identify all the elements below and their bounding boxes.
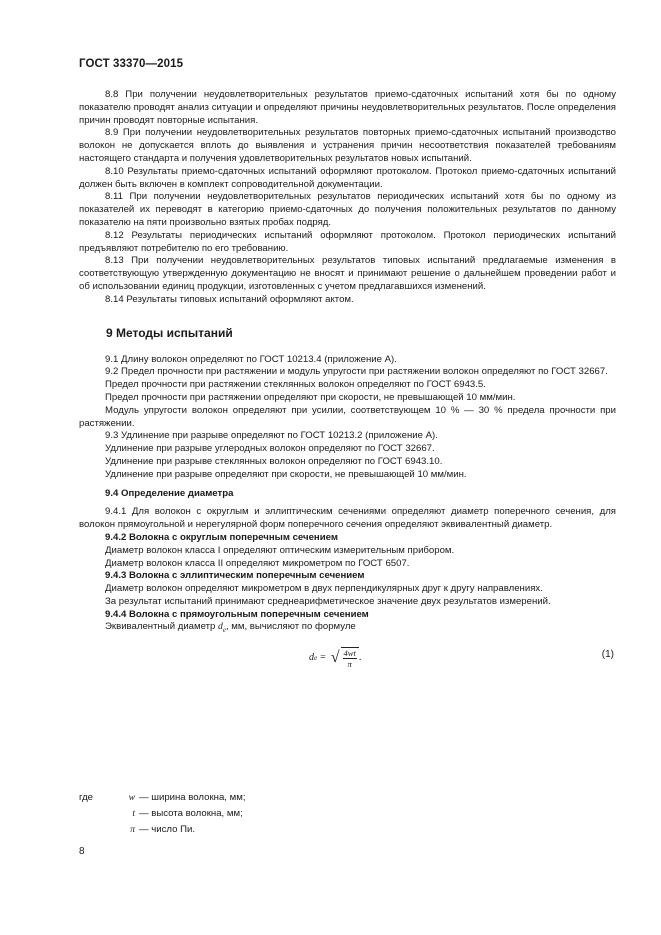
paragraph-8-11: 8.11 При получении неудовлетворительных результатов периодических испытаний хотя бы по одному из показателей их переводят в категорию приемо-сдаточных до получения положительных результатов по данному показателю на пяти произвольно взятых пробах подряд. (79, 191, 616, 228)
paragraph-9-4-2-class1: Диаметр волокон класса I определяют оптическим измерительным прибором. (105, 544, 455, 556)
legend-symbol: t (132, 808, 135, 819)
subsection-9-4-4-heading: 9.4.4 Волокна с прямоугольным поперечным сечением (105, 608, 369, 620)
formula-legend (79, 790, 245, 838)
subsection-9-4-2-heading: 9.4.2 Волокна с округлым поперечным сечением (105, 531, 338, 543)
subsection-9-4-heading: 9.4 Определение диаметра (105, 487, 234, 499)
formula-numerator: 4wt (343, 648, 356, 659)
equiv-diameter-subscript: e (222, 626, 226, 635)
paragraph-9-3: 9.3 Удлинение при разрыве определяют по ГОСТ 10213.2 (приложение А). (105, 430, 438, 442)
legend-row-pi (79, 822, 245, 838)
legend-row-height (79, 806, 245, 822)
paragraph-9-4-4 (79, 621, 616, 637)
equiv-diameter-prefix: Эквивалентный диаметр (105, 621, 216, 633)
legend-text: — высота волокна, мм; (139, 808, 243, 819)
paragraph-9-4-3-b: За результат испытаний принимают среднеарифметическое значение двух результатов измерений. (105, 595, 551, 607)
paragraph-9-2-speed: Предел прочности при растяжении определяют при скорости, не превышающей 10 мм/мин. (105, 391, 516, 403)
paragraph-9-2-glass: Предел прочности при растяжении стеклянных волокон определяют по ГОСТ 6943.5. (105, 379, 486, 391)
legend-row-width (79, 790, 245, 806)
paragraph-8-13: 8.13 При получении неудовлетворительных результатов типовых испытаний предлагаемые изменения в соответствующую утвержденную документацию не вносят и принимают решение о дальнейшем проведении работ и об использовании единиц продукции, изготовленных с учетом предлагавшихся изменений. (79, 255, 616, 292)
legend-symbol: π (130, 824, 135, 835)
paragraph-9-4-2-class2: Диаметр волокон класса II определяют микрометром по ГОСТ 6507. (105, 557, 410, 569)
paragraph-9-4-1: 9.4.1 Для волокон с округлым и эллиптическим сечениями определяют диаметр поперечного сечения, для волокон прямоугольной и нерегулярной форм поперечного сечения определяют эквивалентный диаметр. (79, 506, 616, 531)
legend-text: — число Пи. (139, 824, 196, 835)
formula-lhs-subscript: e (314, 653, 318, 662)
paragraph-9-3-carbon: Удлинение при разрыве углеродных волокон определяют по ГОСТ 32667. (105, 443, 435, 455)
equiv-diameter-symbol: d (218, 621, 223, 633)
page-number: 8 (79, 846, 85, 857)
equiv-diameter-suffix: , мм, вычисляют по формуле (225, 621, 356, 633)
paragraph-9-3-glass: Удлинение при разрыве стеклянных волокон определяют по ГОСТ 6943.10. (105, 455, 443, 467)
paragraph-8-9: 8.9 При получении неудовлетворительных результатов повторных приемо-сдаточных испытаний производство волокон не допускается вплоть до выявления и устранения причин несоответствия показателей требованиям настоящего стандарта и получения удовлетворительных результатов новых испытаний. (79, 127, 616, 164)
formula-equivalent-diameter (309, 647, 361, 669)
formula-equals: = (320, 651, 326, 663)
paragraph-9-4-3-a: Диаметр волокон определяют микрометром в двух перпендикулярных друг к другу направлениях. (105, 583, 543, 595)
subsection-9-4-3-heading: 9.4.3 Волокна с эллиптическим поперечным сечением (105, 570, 365, 582)
paragraph-8-8: 8.8 При получении неудовлетворительных результатов приемо-сдаточных испытаний хотя бы по одному показателю проводят анализ ситуации и определяют причины неудовлетворительных результатов. После определения причин проводят повторные испытания. (79, 89, 616, 126)
section-9-heading: 9 Методы испытаний (106, 325, 233, 340)
paragraph-9-2: 9.2 Предел прочности при растяжении и модуль упругости при растяжении волокон определяют по ГОСТ 32667. (105, 366, 608, 378)
paragraph-8-12: 8.12 Результаты периодических испытаний оформляют протоколом. Протокол периодических испытаний предъявляют потребителю по его требованию. (79, 229, 616, 254)
legend-text: — ширина волокна, мм; (139, 792, 246, 803)
document-body (79, 89, 616, 679)
paragraph-9-2-modulus: Модуль упругости волокон определяют при усилии, соответствующем 10 % — 30 % предела прочности при растяжении. (79, 404, 616, 429)
paragraph-9-1: 9.1 Длину волокон определяют по ГОСТ 10213.4 (приложение А). (105, 353, 397, 365)
sqrt-icon: √ (330, 648, 340, 666)
paragraph-8-14: 8.14 Результаты типовых испытаний оформляют актом. (105, 293, 354, 305)
formula-block (79, 639, 616, 679)
legend-where-label: где (79, 792, 94, 803)
formula-fraction (341, 647, 359, 669)
paragraph-8-10: 8.10 Результаты приемо-сдаточных испытаний оформляют протоколом. Протокол приемо-сдаточных испытаний должен быть включен в комплект сопроводительной документации. (79, 165, 616, 190)
standard-header: ГОСТ 33370—2015 (79, 58, 184, 70)
formula-lhs: d (309, 651, 314, 663)
formula-denominator: π (347, 659, 352, 670)
formula-period: . (358, 651, 362, 663)
formula-number: (1) (601, 649, 614, 661)
legend-symbol: w (128, 792, 135, 803)
paragraph-9-3-speed: Удлинение при разрыве определяют при скорости, не превышающей 10 мм/мин. (105, 468, 467, 480)
